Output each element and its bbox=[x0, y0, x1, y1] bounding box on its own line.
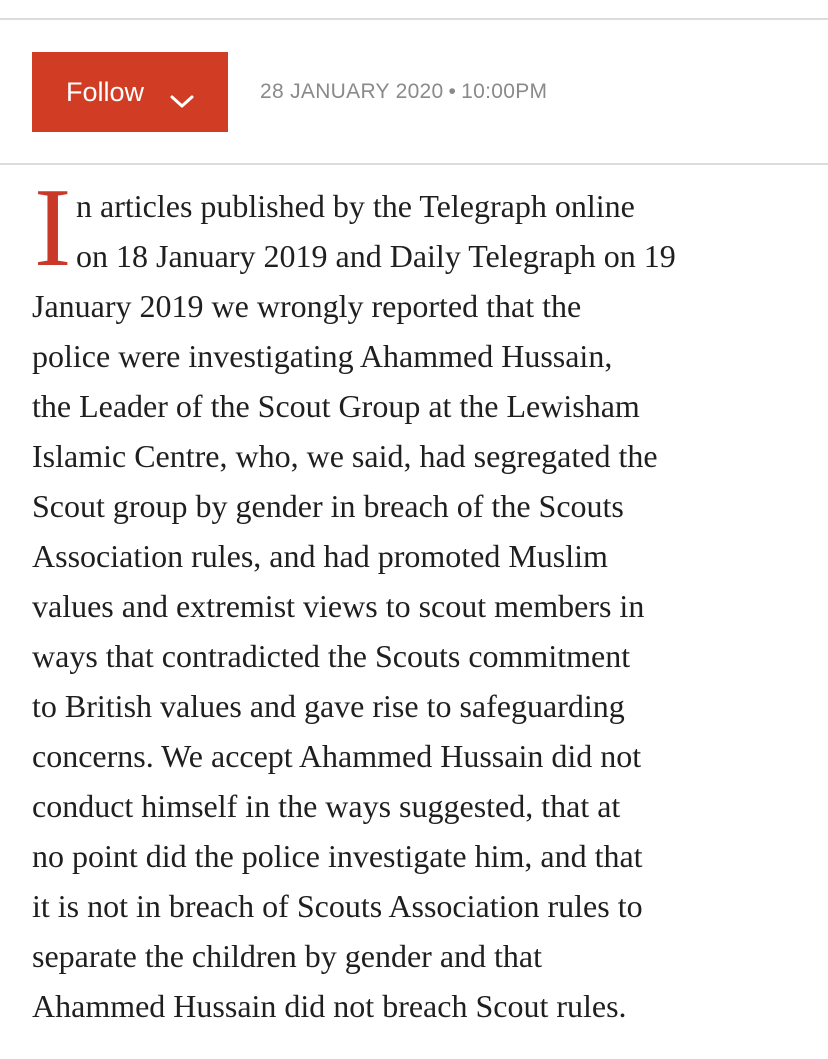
article-line: values and extremist views to scout members in bbox=[32, 588, 645, 624]
article-line: Scout group by gender in breach of the Scouts bbox=[32, 488, 624, 524]
follow-button-label: Follow bbox=[65, 76, 145, 107]
article-line: no point did the police investigate him, and that bbox=[32, 838, 643, 874]
article-body bbox=[32, 166, 802, 1031]
article-line: to British values and gave rise to safeguarding bbox=[32, 688, 625, 724]
meta-separator: • bbox=[448, 80, 457, 103]
article-line: Ahammed Hussain did not breach Scout rules. bbox=[32, 988, 627, 1024]
publish-time: 10:00PM bbox=[461, 80, 548, 103]
article-header bbox=[32, 52, 547, 132]
header-divider bbox=[0, 163, 828, 165]
article-line: n articles published by the Telegraph online bbox=[76, 188, 635, 224]
publish-meta bbox=[260, 80, 547, 104]
article-line: it is not in breach of Scouts Association rules to bbox=[32, 888, 643, 924]
article-line: the Leader of the Scout Group at the Lewisham bbox=[32, 388, 640, 424]
publish-date: 28 JANUARY 2020 bbox=[260, 80, 444, 103]
follow-button[interactable] bbox=[32, 52, 228, 132]
article-line: Association rules, and had promoted Muslim bbox=[32, 538, 608, 574]
article-line: concerns. We accept Ahammed Hussain did not bbox=[32, 738, 642, 774]
chevron-down-icon bbox=[170, 85, 194, 99]
top-divider bbox=[0, 18, 828, 20]
article-line: police were investigating Ahammed Hussain, bbox=[32, 338, 613, 374]
article-line: Islamic Centre, who, we said, had segregated the bbox=[32, 438, 658, 474]
article-line: conduct himself in the ways suggested, that at bbox=[32, 788, 621, 824]
article-line: January 2019 we wrongly reported that the bbox=[32, 288, 582, 324]
article-line: ways that contradicted the Scouts commitment bbox=[32, 638, 631, 674]
drop-cap: I bbox=[34, 166, 72, 290]
article-line: on 18 January 2019 and Daily Telegraph on 19 bbox=[76, 238, 676, 274]
article-line: separate the children by gender and that bbox=[32, 938, 542, 974]
